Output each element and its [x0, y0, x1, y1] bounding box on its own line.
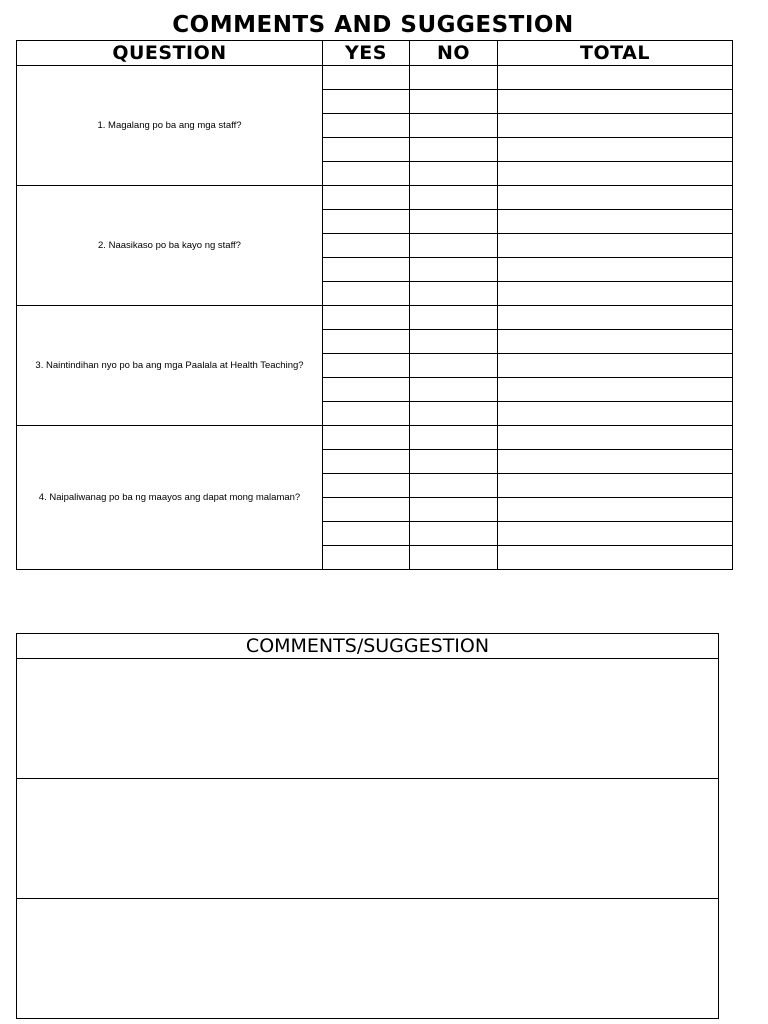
total-cell[interactable]	[498, 66, 733, 90]
comment-row	[17, 899, 719, 1019]
total-cell[interactable]	[498, 282, 733, 306]
no-cell[interactable]	[410, 426, 498, 450]
yes-cell[interactable]	[323, 210, 410, 234]
total-cell[interactable]	[498, 258, 733, 282]
yes-cell[interactable]	[323, 282, 410, 306]
yes-column-header: YES	[323, 41, 410, 66]
comments-header-row	[17, 634, 719, 659]
total-cell[interactable]	[498, 498, 733, 522]
no-cell[interactable]	[410, 234, 498, 258]
yes-cell[interactable]	[323, 306, 410, 330]
yes-cell[interactable]	[323, 522, 410, 546]
question-column-header: QUESTION	[17, 41, 323, 66]
no-cell[interactable]	[410, 210, 498, 234]
question-cell: 3. Naintindihan nyo po ba ang mga Paalala at Health Teaching?	[17, 306, 323, 426]
comment-box[interactable]	[17, 899, 719, 1019]
yes-cell[interactable]	[323, 234, 410, 258]
yes-cell[interactable]	[323, 114, 410, 138]
total-cell[interactable]	[498, 138, 733, 162]
no-cell[interactable]	[410, 138, 498, 162]
yes-cell[interactable]	[323, 546, 410, 570]
no-cell[interactable]	[410, 498, 498, 522]
total-cell[interactable]	[498, 330, 733, 354]
no-cell[interactable]	[410, 186, 498, 210]
yes-cell[interactable]	[323, 498, 410, 522]
yes-cell[interactable]	[323, 402, 410, 426]
no-cell[interactable]	[410, 258, 498, 282]
no-cell[interactable]	[410, 378, 498, 402]
no-cell[interactable]	[410, 306, 498, 330]
total-cell[interactable]	[498, 426, 733, 450]
total-cell[interactable]	[498, 402, 733, 426]
survey-table	[16, 40, 733, 570]
yes-cell[interactable]	[323, 90, 410, 114]
no-cell[interactable]	[410, 354, 498, 378]
yes-cell[interactable]	[323, 258, 410, 282]
yes-cell[interactable]	[323, 162, 410, 186]
answer-row	[17, 426, 733, 450]
no-cell[interactable]	[410, 546, 498, 570]
comment-box[interactable]	[17, 779, 719, 899]
comment-row	[17, 659, 719, 779]
comment-row	[17, 779, 719, 899]
total-cell[interactable]	[498, 186, 733, 210]
total-cell[interactable]	[498, 210, 733, 234]
total-cell[interactable]	[498, 522, 733, 546]
total-cell[interactable]	[498, 234, 733, 258]
comment-box[interactable]	[17, 659, 719, 779]
no-cell[interactable]	[410, 474, 498, 498]
yes-cell[interactable]	[323, 186, 410, 210]
page-title: COMMENTS AND SUGGESTION	[172, 12, 574, 38]
yes-cell[interactable]	[323, 426, 410, 450]
yes-cell[interactable]	[323, 474, 410, 498]
answer-row	[17, 66, 733, 90]
survey-body	[17, 66, 733, 570]
total-cell[interactable]	[498, 354, 733, 378]
no-cell[interactable]	[410, 282, 498, 306]
no-cell[interactable]	[410, 522, 498, 546]
comments-table	[16, 633, 719, 1019]
survey-header-row	[17, 41, 733, 66]
yes-cell[interactable]	[323, 378, 410, 402]
total-cell[interactable]	[498, 162, 733, 186]
question-cell: 1. Magalang po ba ang mga staff?	[17, 66, 323, 186]
total-cell[interactable]	[498, 90, 733, 114]
total-cell[interactable]	[498, 114, 733, 138]
total-cell[interactable]	[498, 378, 733, 402]
no-cell[interactable]	[410, 114, 498, 138]
no-cell[interactable]	[410, 330, 498, 354]
yes-cell[interactable]	[323, 138, 410, 162]
comments-header: COMMENTS/SUGGESTION	[17, 634, 719, 659]
question-cell: 4. Naipaliwanag po ba ng maayos ang dapat mong malaman?	[17, 426, 323, 570]
no-cell[interactable]	[410, 90, 498, 114]
no-column-header: NO	[410, 41, 498, 66]
total-cell[interactable]	[498, 450, 733, 474]
total-cell[interactable]	[498, 474, 733, 498]
answer-row	[17, 306, 733, 330]
no-cell[interactable]	[410, 450, 498, 474]
no-cell[interactable]	[410, 402, 498, 426]
total-column-header: TOTAL	[498, 41, 733, 66]
total-cell[interactable]	[498, 546, 733, 570]
yes-cell[interactable]	[323, 450, 410, 474]
no-cell[interactable]	[410, 162, 498, 186]
yes-cell[interactable]	[323, 66, 410, 90]
question-cell: 2. Naasikaso po ba kayo ng staff?	[17, 186, 323, 306]
no-cell[interactable]	[410, 66, 498, 90]
answer-row	[17, 186, 733, 210]
comments-body	[17, 659, 719, 1019]
yes-cell[interactable]	[323, 330, 410, 354]
yes-cell[interactable]	[323, 354, 410, 378]
total-cell[interactable]	[498, 306, 733, 330]
